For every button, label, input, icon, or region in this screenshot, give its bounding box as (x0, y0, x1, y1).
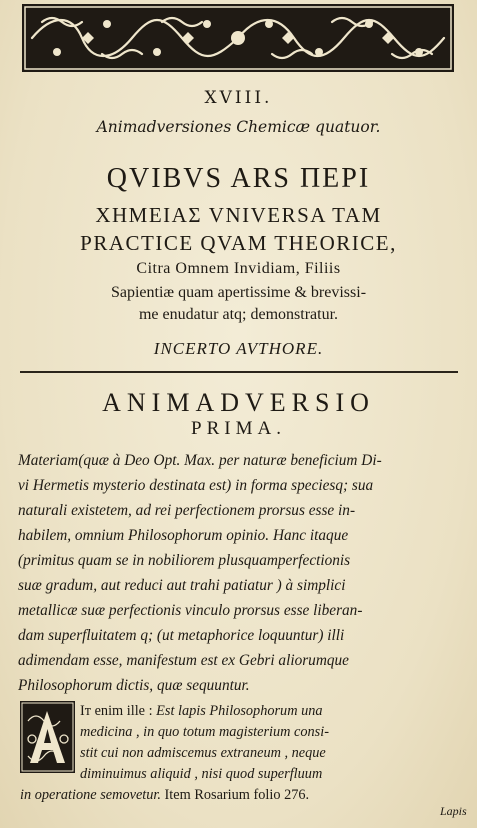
paragraph-line: metallicæ suæ perfectionis vinculo prorsus esse liberan- (18, 602, 363, 619)
quote-citation: Item Rosarium folio 276. (164, 787, 310, 803)
catchword: Lapis (440, 804, 467, 818)
quote-italic-text: diminuimus aliquid , nisi quod superfluum (80, 766, 323, 782)
paragraph-line: naturali existetem, ad rei perfectionem prorsus esse in- (18, 502, 356, 519)
paragraph-line: habilem, omnium Philosophorum opinio. Hanc itaque (18, 527, 349, 544)
chapter-subtitle: Animadversiones Chemicæ quatuor. (96, 118, 381, 136)
quote-line (80, 703, 470, 720)
title-line: QVIBVS ARS ΠΕΡΙ (106, 163, 371, 194)
chapter-numeral: XVIII. (204, 88, 273, 108)
section-subtitle: PRIMA. (191, 418, 286, 439)
quote-italic-text: Est lapis Philosophorum una (156, 703, 323, 719)
quote-line (80, 724, 470, 741)
section-title: ANIMADVERSIO (102, 388, 375, 417)
quote-line (80, 766, 470, 783)
title-line: Citra Omnem Invidiam, Filiis (136, 260, 341, 277)
paragraph-line: Materiam(quæ à Deo Opt. Max. per naturæ beneficium Di- (18, 452, 382, 469)
title-line: PRACTICE QVAM THEORICE, (80, 231, 397, 255)
author-line: INCERTO AVTHORE. (153, 339, 324, 358)
quote-italic-text: in operatione semovetur. (20, 787, 161, 803)
paragraph-line: suæ gradum, aut reduci aut trahi patiatur ) à simplici (18, 577, 346, 594)
paragraph-line: (primitus quam se in nobiliorem plusquamperfectionis (18, 552, 351, 569)
horizontal-rule (20, 371, 458, 373)
paragraph-line: dam superfluitatem q; (ut metaphorice loquuntur) illi (18, 627, 345, 644)
paragraph-line: adimendam esse, manifestum est ex Gebri aliorumque (18, 652, 349, 669)
quote-roman-text: Iт enim ille : (80, 703, 153, 719)
title-line: ΧΗΜΕΙΑΣ VNIVERSA TAM (95, 203, 382, 227)
paragraph-line: Philosophorum dictis, quæ sequuntur. (18, 677, 250, 694)
ornamental-initial-a-icon (20, 701, 75, 773)
quote-line (80, 745, 470, 762)
paragraph-line: vi Hermetis mysterio destinata est) in forma speciesq; sua (18, 477, 374, 494)
title-line: Sapientiæ quam apertissime & brevissi- (110, 284, 367, 301)
quote-italic-text: medicina , in quo totum magisterium consi- (80, 724, 329, 740)
quote-italic-text: stit cui non admiscemus extraneum , neque (80, 745, 326, 761)
title-line: me enudatur atq; demonstratur. (138, 306, 339, 323)
quote-line (20, 787, 410, 804)
ornamental-headpiece-icon (22, 4, 454, 72)
